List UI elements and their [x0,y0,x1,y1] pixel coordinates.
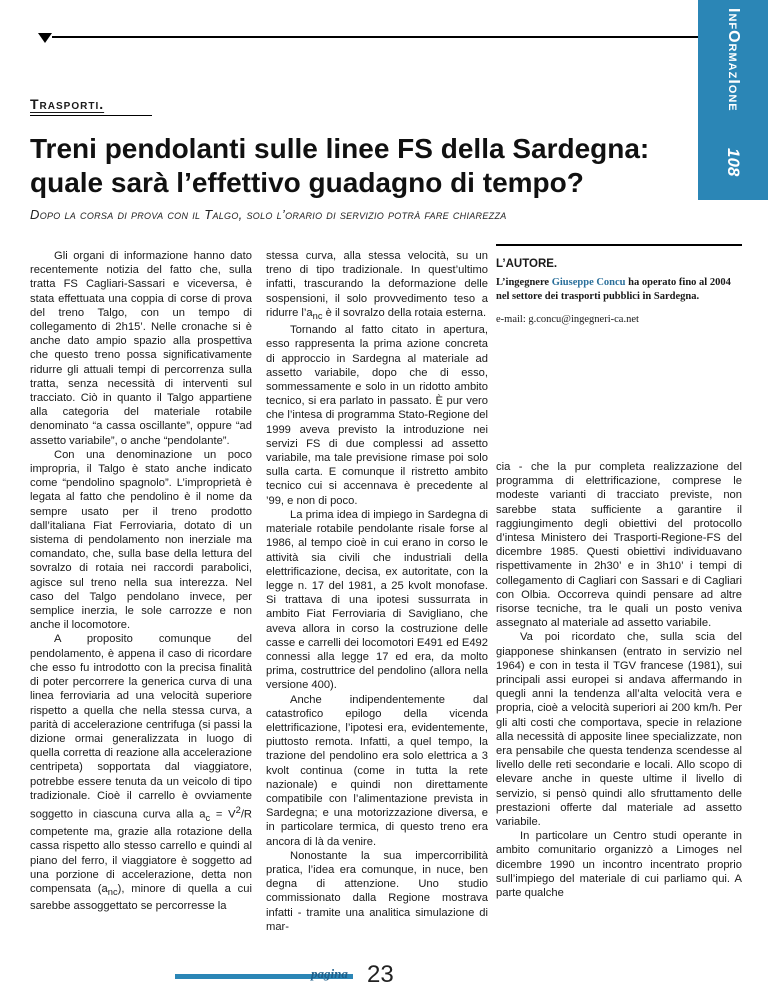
superscript: 2 [235,804,241,815]
issue-number: 108 [724,148,743,177]
top-rule [52,36,698,38]
author-bio-text: ha operato fino al 2004 nel settore dei trasporti pubblici in Sardegna. [496,277,731,302]
paragraph [30,632,252,913]
paragraph: La prima idea di impiego in Sardegna di materiale rotabile pendolante risale forse al 1986, al tempo cioè in cui erano in corso le attività sia civili che industriali della elettrificazione, decisa, ex autoritate, con la legge n. 17 del 1981, a 25 kvolt monofase. Si trattava di una ipotesi sussurrata in ambito Fiat Ferroviaria di Savigliano, che aveva allora in corso la costruzione delle casse e carrelli dei locomotori E491 ed E492 connessi alla legge 17 ed era, da molto prima, costruttrice del pendolino (allora nella versione 400). [266,508,488,692]
paragraph: In particolare un Centro studi operante in ambito comunitario organizzò a Limoges nel dicembre 1990 un incontro incentrato proprio sull’impiego del materiale di cui parliamo qui. A parte qualche [496,830,742,900]
text-run: = V [210,808,236,821]
column-1 [30,249,252,914]
section-tab [698,0,768,200]
text-run: A proposito comunque del pendolamento, è appena il caso di ricordare che esso fu introdotto con la precisa finalità di poter percorrere la generica curva di una linea ferroviaria ad una velocità superiore rispetto a quella che nella stessa curva, a parità di accelerazione centrifuga (si passi la dizione ormai generalizzata in luogo di quella corretta di reazione alla accelerazione centripeta) sopportata dal viaggiatore, potrebbe essere tenuta da un veicolo di tipo tradizionale. Cioè il carrello è ovviamente soggetto in ciascuna curva alla a [30,633,252,821]
page-footer [175,961,475,988]
column-2 [266,249,488,934]
author-bio [496,276,742,303]
footer-label: pagina [311,966,348,981]
text-run: ), minore di quella a cui sarebbe assoggettato se percorresse la [30,882,252,913]
author-intro: L’ingegnere [496,277,552,288]
section-kicker: Trasporti. [30,96,105,112]
author-rule [496,244,742,246]
paragraph: Gli organi di informazione hanno dato recentemente notizia del fatto che, sulla tratta FS Cagliari-Sassari e viceversa, è stata effettuata una coppia di corse di prova del treno Talgo, con un tempo di collegamento di 2h15’. Nelle cronache si è anche dato ampio spazio alla prospettiva che questo treno possa significativamente ridurre gli attuali tempi di percorrenza sulla tratta, senza necessità di interventi sul tracciato. Ciò in quanto il Talgo appartiene alla categoria del materiale rotabile denominato “a cassa oscillante”, oppure “ad assetto variabile”, o anche “pendolante”. [30,250,252,447]
column-3 [496,460,742,900]
paragraph [266,249,488,323]
author-heading: L’AUTORE. [496,258,558,270]
kicker-underline [30,115,152,116]
paragraph: cia - che la pur completa realizzazione del programma di elettrificazione, comprese le modeste varianti di tracciato previste, non sarebbe stata sufficiente a garantire il raggiungimento degli obiettivi del protocollo d’intesa Ministero dei Trasporti-Regione-FS del dicembre 1985. Questi obiettivi individuavano rispettivamente in 2h30’ e in 3h10’ i tempi di collegamento di Cagliari con Sassari e di Cagliari con Olbia. Occorreva quindi pensare ad altre risorse tecniche, tra le quali un posto veniva assegnato al materiale ad assetto variabile. [496,461,742,630]
paragraph: Con una denominazione un poco impropria, il Talgo è stato anche indicato come “pendolino spagnolo”. L’improprietà è legata al fatto che pendolino è il nome da sempre usato per il treno prodotto dall’italiana Fiat Ferroviaria, dotato di un sistema di pendolamento non inerziale ma comandato, che, sulla base della lettura del sovralzo di rotaia nei raccordi parabolici, agisce sul treno nella sua interezza. Nel caso del Talgo pendolano invece, per semplice inerzia, le sole carrozze e non anche il locomotore. [30,448,252,632]
paragraph: Tornando al fatto citato in apertura, esso rappresenta la prima azione concreta di approccio in Sardegna al materiale ad assetto variabile, dopo che di esso, sommessamente e solo in un ridotto ambito tecnico, si era parlato in passato. È pur vero che l’intesa di programma Stato-Regione del 1999 aveva previsto la introduzione nei servizi FS di due complessi ad assetto variabile, ma tale previsione rimase poi solo sulla carta. E comunque il ristretto ambito tecnico cui si accennava è precedente al ’99, e non di poco. [266,324,488,507]
subscript: nc [107,887,118,898]
author-box [496,244,742,325]
author-email: e-mail: g.concu@ingegneri-ca.net [496,314,639,326]
section-marker-triangle [38,33,52,43]
section-tab-label: InfOrmazIone [725,8,742,112]
article-subtitle: Dopo la corsa di prova con il Talgo, solo l’orario di servizio potrà fare chiarezza [30,207,507,222]
paragraph: Nonostante la sua impercorribilità pratica, l’idea era comunque, in nuce, ben degna di attenzione. Uno studio commissionato dalla Regione mostrava infatti - tramite una analitica simulazione di mar- [266,849,488,933]
text-run: /R competente ma, grazie alla rotazione della cassa rispetto allo stesso carrello e quindi al piano del ferro, il viaggiatore è soggetto ad una porzione di accelerazione, detta non compensata (a [30,808,252,895]
paragraph: Anche indipendentemente dal catastrofico epilogo della vicenda elettrificazione, l’ipotesi era, evidentemente, piuttosto remota. Infatti, a quel tempo, la trazione del pendolino era solo elettrica a 3 kvolt continua (come in tutta la rete nazionale) e quindi non direttamente compatibile con l’alimentazione prevista in Sardegna; e una motorizzazione diversa, e in particolare termica, di questo treno era ancora di là da venire. [266,693,488,848]
subscript: c [205,812,211,823]
paragraph: Va poi ricordato che, sulla scia del giapponese shinkansen (entrato in servizio nel 1964) e con in testa il TGV francese (1981), sui principali assi europei si andava affermando in quegli anni la tendenza all’alta velocità vera e propria, cioè a velocità superiori ai 200 km/h. Per gli alti costi che comportava, specie in relazione alla necessità di apposite linee specializzate, non era pensabile che questa tendenza scendesse al livello delle reti secondarie e locali. Allo scopo di elevare anche in queste ultime il livello di servizio, si pensò quindi allo sfruttamento delle prestazioni offerte dal materiale ad assetto variabile. [496,631,742,829]
subscript: nc [312,311,323,322]
text-run: è il sovralzo della rotaia esterna. [322,306,487,319]
article-title: Treni pendolanti sulle linee FS della Sardegna: quale sarà l’effettivo guadagno di tempo? [30,133,650,198]
author-name: Giuseppe Concu [551,277,626,288]
page-number: 23 [367,961,394,988]
text-run: stessa curva, alla stessa velocità, su un treno di tipo tradizionale. In quest’ultimo infatti, trascurando la deformazione delle sospensioni, il solo provvedimento teso a ridurre l’a [266,250,488,319]
